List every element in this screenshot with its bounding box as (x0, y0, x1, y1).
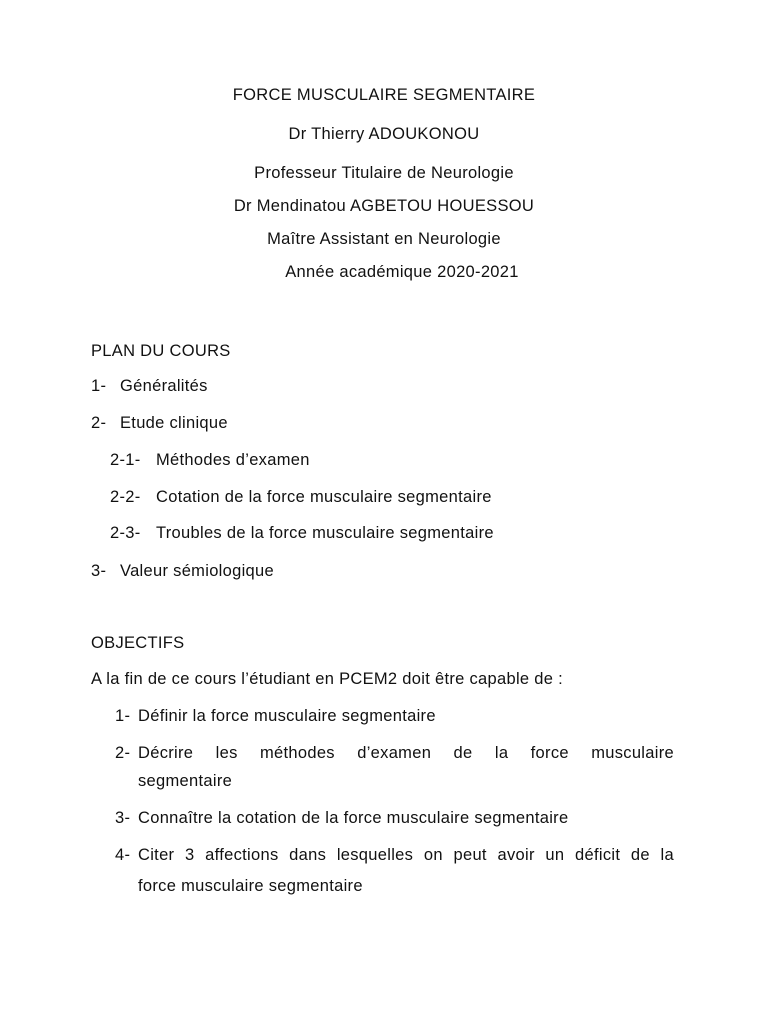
plan-item-number: 2-1- (110, 451, 141, 469)
author-1-name: Dr Thierry ADOUKONOU (288, 125, 480, 143)
plan-item-number: 2- (91, 414, 107, 432)
objectifs-intro: A la fin de ce cours l’étudiant en PCEM2 doit être capable de : (91, 670, 564, 688)
author-2-role: Maître Assistant en Neurologie (267, 230, 501, 248)
plan-item-number: 2-2- (110, 488, 141, 506)
plan-heading: PLAN DU COURS (91, 342, 231, 360)
objectif-text-continued: segmentaire (138, 772, 233, 790)
objectif-text: Définir la force musculaire segmentaire (138, 707, 436, 725)
objectif-number: 4- (115, 846, 131, 864)
author-2-name: Dr Mendinatou AGBETOU HOUESSOU (233, 197, 535, 215)
academic-year: Année académique 2020-2021 (285, 263, 519, 281)
plan-item-number: 3- (91, 562, 107, 580)
plan-item-label: Troubles de la force musculaire segmentaire (156, 524, 494, 542)
objectif-number: 2- (115, 744, 131, 762)
plan-item-number: 2-3- (110, 524, 141, 542)
objectif-text-continued: force musculaire segmentaire (138, 877, 363, 895)
plan-item-label: Méthodes d’examen (156, 451, 310, 469)
objectif-text: Connaître la cotation de la force musculaire segmentaire (138, 809, 569, 827)
plan-item-label: Généralités (120, 377, 208, 395)
objectif-number: 1- (115, 707, 131, 725)
author-1-role: Professeur Titulaire de Neurologie (254, 164, 514, 182)
plan-item-label: Valeur sémiologique (120, 562, 274, 580)
plan-item-label: Cotation de la force musculaire segmentaire (156, 488, 492, 506)
objectif-number: 3- (115, 809, 131, 827)
objectif-text: Décrire les méthodes d’examen de la force musculaire (138, 744, 674, 762)
objectif-text: Citer 3 affections dans lesquelles on peut avoir un déficit de la (138, 846, 674, 864)
plan-item-label: Etude clinique (120, 414, 228, 432)
plan-item-number: 1- (91, 377, 107, 395)
document-title: FORCE MUSCULAIRE SEGMENTAIRE (232, 86, 536, 104)
objectifs-heading: OBJECTIFS (91, 634, 185, 652)
